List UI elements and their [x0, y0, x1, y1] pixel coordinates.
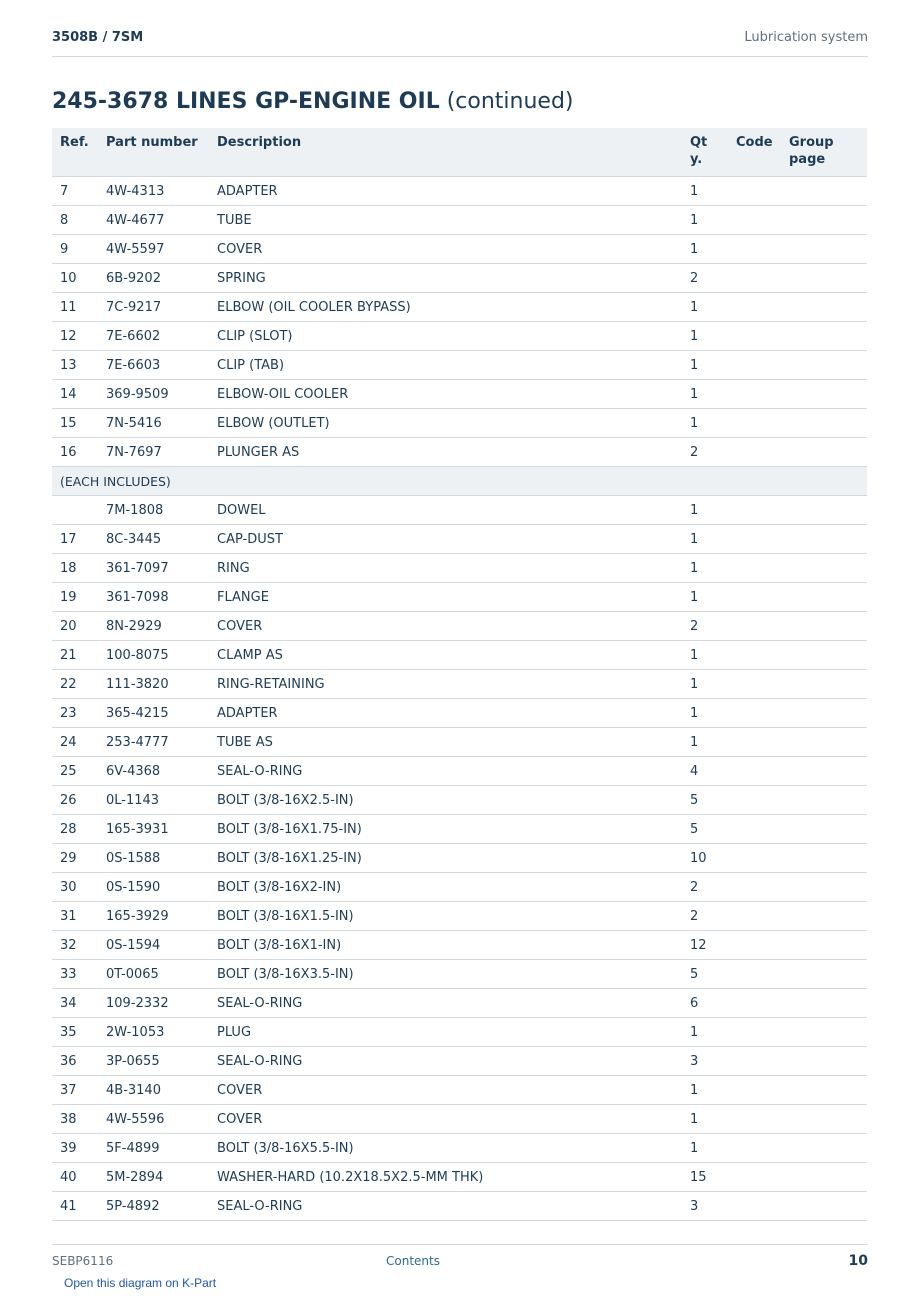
group-page-cell — [781, 525, 867, 554]
part-number-cell: 7M-1808 — [98, 496, 209, 525]
ref-cell: 34 — [52, 989, 98, 1018]
table-row — [52, 322, 867, 351]
description-cell: RING-RETAINING — [209, 670, 682, 699]
ref-cell: 11 — [52, 293, 98, 322]
table-row — [52, 815, 867, 844]
description-cell: SEAL-O-RING — [209, 757, 682, 786]
description-cell: FLANGE — [209, 583, 682, 612]
ref-cell: 25 — [52, 757, 98, 786]
part-number-cell: 2W-1053 — [98, 1018, 209, 1047]
code-cell — [728, 235, 781, 264]
code-cell — [728, 1076, 781, 1105]
page-header — [52, 28, 868, 57]
code-cell — [728, 844, 781, 873]
part-number-cell: 0S-1588 — [98, 844, 209, 873]
group-page-cell — [781, 699, 867, 728]
description-cell: BOLT (3/8-16X2.5-IN) — [209, 786, 682, 815]
ref-cell: 14 — [52, 380, 98, 409]
group-page-cell — [781, 786, 867, 815]
qty-cell: 6 — [682, 989, 728, 1018]
table-header-row — [52, 128, 867, 177]
description-cell: ELBOW-OIL COOLER — [209, 380, 682, 409]
part-number-cell: 0S-1594 — [98, 931, 209, 960]
code-cell — [728, 670, 781, 699]
document-id: SEBP6116 — [52, 1254, 114, 1268]
part-number-cell: 8C-3445 — [98, 525, 209, 554]
table-row — [52, 525, 867, 554]
description-cell: COVER — [209, 1105, 682, 1134]
description-cell: PLUNGER AS — [209, 438, 682, 467]
group-page-cell — [781, 1192, 867, 1221]
description-cell: SEAL-O-RING — [209, 1047, 682, 1076]
code-cell — [728, 612, 781, 641]
description-cell: BOLT (3/8-16X5.5-IN) — [209, 1134, 682, 1163]
ref-cell: 17 — [52, 525, 98, 554]
group-page-cell — [781, 1047, 867, 1076]
ref-cell: 37 — [52, 1076, 98, 1105]
ref-cell: 23 — [52, 699, 98, 728]
group-page-cell — [781, 1076, 867, 1105]
description-cell: TUBE — [209, 206, 682, 235]
group-page-cell — [781, 264, 867, 293]
group-page-cell — [781, 438, 867, 467]
table-row — [52, 1076, 867, 1105]
model-label: 3508B / 7SM — [52, 30, 144, 45]
code-cell — [728, 728, 781, 757]
description-cell: BOLT (3/8-16X2-IN) — [209, 873, 682, 902]
table-row — [52, 699, 867, 728]
qty-cell: 1 — [682, 496, 728, 525]
code-cell — [728, 380, 781, 409]
group-page-cell — [781, 989, 867, 1018]
code-cell — [728, 1134, 781, 1163]
table-row — [52, 206, 867, 235]
qty-cell: 1 — [682, 293, 728, 322]
page-title — [52, 89, 574, 114]
ref-cell: 38 — [52, 1105, 98, 1134]
group-page-cell — [781, 902, 867, 931]
table-row — [52, 844, 867, 873]
ref-cell: 7 — [52, 177, 98, 206]
table-row — [52, 873, 867, 902]
qty-cell: 1 — [682, 583, 728, 612]
group-page-cell — [781, 641, 867, 670]
ref-cell: 40 — [52, 1163, 98, 1192]
col-header-description: Description — [209, 128, 682, 177]
group-page-cell — [781, 235, 867, 264]
code-cell — [728, 873, 781, 902]
part-number-cell: 5F-4899 — [98, 1134, 209, 1163]
description-cell: CLAMP AS — [209, 641, 682, 670]
table-note-row — [52, 467, 867, 496]
table-row — [52, 931, 867, 960]
code-cell — [728, 786, 781, 815]
qty-cell: 1 — [682, 1076, 728, 1105]
group-page-cell — [781, 351, 867, 380]
group-page-cell — [781, 815, 867, 844]
group-page-cell — [781, 728, 867, 757]
group-page-cell — [781, 554, 867, 583]
table-row — [52, 1192, 867, 1221]
table-row — [52, 235, 867, 264]
qty-cell: 2 — [682, 902, 728, 931]
qty-cell: 3 — [682, 1192, 728, 1221]
group-page-cell — [781, 293, 867, 322]
part-number-cell: 6B-9202 — [98, 264, 209, 293]
table-row — [52, 989, 867, 1018]
title-suffix: (continued) — [446, 89, 574, 114]
group-page-cell — [781, 322, 867, 351]
code-cell — [728, 960, 781, 989]
qty-cell: 1 — [682, 409, 728, 438]
table-row — [52, 670, 867, 699]
qty-cell: 1 — [682, 206, 728, 235]
description-cell: CAP-DUST — [209, 525, 682, 554]
code-cell — [728, 351, 781, 380]
ref-cell — [52, 496, 98, 525]
code-cell — [728, 554, 781, 583]
ref-cell: 16 — [52, 438, 98, 467]
code-cell — [728, 293, 781, 322]
description-cell: ADAPTER — [209, 699, 682, 728]
part-number-cell: 4W-4677 — [98, 206, 209, 235]
qty-cell: 5 — [682, 815, 728, 844]
table-row — [52, 902, 867, 931]
table-row — [52, 264, 867, 293]
description-cell: BOLT (3/8-16X1.75-IN) — [209, 815, 682, 844]
table-row — [52, 1018, 867, 1047]
code-cell — [728, 641, 781, 670]
part-number-cell: 361-7098 — [98, 583, 209, 612]
col-header-part-number: Part number — [98, 128, 209, 177]
qty-cell: 5 — [682, 960, 728, 989]
ref-cell: 41 — [52, 1192, 98, 1221]
table-row — [52, 728, 867, 757]
description-cell: WASHER-HARD (10.2X18.5X2.5-MM THK) — [209, 1163, 682, 1192]
code-cell — [728, 583, 781, 612]
ref-cell: 22 — [52, 670, 98, 699]
code-cell — [728, 206, 781, 235]
table-body — [52, 177, 867, 1221]
description-cell: PLUG — [209, 1018, 682, 1047]
code-cell — [728, 757, 781, 786]
group-page-cell — [781, 177, 867, 206]
part-number-cell: 7N-5416 — [98, 409, 209, 438]
description-cell: BOLT (3/8-16X1-IN) — [209, 931, 682, 960]
group-page-cell — [781, 670, 867, 699]
table-row — [52, 641, 867, 670]
group-page-cell — [781, 496, 867, 525]
part-number-cell: 0S-1590 — [98, 873, 209, 902]
ref-cell: 20 — [52, 612, 98, 641]
qty-cell: 12 — [682, 931, 728, 960]
description-cell: ELBOW (OUTLET) — [209, 409, 682, 438]
group-page-cell — [781, 1105, 867, 1134]
group-page-cell — [781, 612, 867, 641]
description-cell: CLIP (TAB) — [209, 351, 682, 380]
group-page-cell — [781, 931, 867, 960]
group-page-cell — [781, 409, 867, 438]
description-cell: TUBE AS — [209, 728, 682, 757]
qty-cell: 1 — [682, 322, 728, 351]
part-number-cell: 7N-7697 — [98, 438, 209, 467]
code-cell — [728, 525, 781, 554]
part-number-cell: 3P-0655 — [98, 1047, 209, 1076]
qty-cell: 1 — [682, 699, 728, 728]
qty-cell: 2 — [682, 612, 728, 641]
part-number-cell: 7E-6602 — [98, 322, 209, 351]
table-row — [52, 960, 867, 989]
part-number-cell: 100-8075 — [98, 641, 209, 670]
part-number-cell: 369-9509 — [98, 380, 209, 409]
table-row — [52, 438, 867, 467]
qty-cell: 1 — [682, 641, 728, 670]
description-cell: DOWEL — [209, 496, 682, 525]
ref-cell: 15 — [52, 409, 98, 438]
contents-link[interactable]: Contents — [386, 1254, 440, 1268]
group-page-cell — [781, 206, 867, 235]
description-cell: SEAL-O-RING — [209, 989, 682, 1018]
part-number-cell: 165-3931 — [98, 815, 209, 844]
qty-cell: 1 — [682, 670, 728, 699]
ref-cell: 13 — [52, 351, 98, 380]
part-number-cell: 0T-0065 — [98, 960, 209, 989]
ref-cell: 10 — [52, 264, 98, 293]
ref-cell: 12 — [52, 322, 98, 351]
ref-cell: 39 — [52, 1134, 98, 1163]
group-page-cell — [781, 757, 867, 786]
col-header-code: Code — [728, 128, 781, 177]
part-number-cell: 361-7097 — [98, 554, 209, 583]
part-number-cell: 4W-5596 — [98, 1105, 209, 1134]
part-number-cell: 5P-4892 — [98, 1192, 209, 1221]
table-row — [52, 496, 867, 525]
group-page-cell — [781, 960, 867, 989]
part-number-cell: 253-4777 — [98, 728, 209, 757]
group-page-cell — [781, 1163, 867, 1192]
table-row — [52, 1105, 867, 1134]
table-row — [52, 1134, 867, 1163]
qty-cell: 1 — [682, 235, 728, 264]
description-cell: SEAL-O-RING — [209, 1192, 682, 1221]
qty-cell: 3 — [682, 1047, 728, 1076]
part-number-cell: 4W-4313 — [98, 177, 209, 206]
ref-cell: 26 — [52, 786, 98, 815]
ref-cell: 31 — [52, 902, 98, 931]
qty-cell: 1 — [682, 1134, 728, 1163]
code-cell — [728, 438, 781, 467]
open-diagram-link[interactable]: Open this diagram on K-Part — [64, 1276, 217, 1290]
group-page-cell — [781, 844, 867, 873]
qty-cell: 1 — [682, 728, 728, 757]
code-cell — [728, 1163, 781, 1192]
part-number-cell: 8N-2929 — [98, 612, 209, 641]
table-row — [52, 554, 867, 583]
ref-cell: 18 — [52, 554, 98, 583]
description-cell: CLIP (SLOT) — [209, 322, 682, 351]
code-cell — [728, 264, 781, 293]
group-page-cell — [781, 380, 867, 409]
part-number-cell: 109-2332 — [98, 989, 209, 1018]
group-page-cell — [781, 1134, 867, 1163]
code-cell — [728, 177, 781, 206]
description-cell: BOLT (3/8-16X3.5-IN) — [209, 960, 682, 989]
qty-cell: 10 — [682, 844, 728, 873]
title-main: 245-3678 LINES GP-ENGINE OIL — [52, 89, 440, 114]
group-page-cell — [781, 1018, 867, 1047]
description-cell: COVER — [209, 612, 682, 641]
table-row — [52, 351, 867, 380]
code-cell — [728, 496, 781, 525]
description-cell: BOLT (3/8-16X1.5-IN) — [209, 902, 682, 931]
code-cell — [728, 409, 781, 438]
table-row — [52, 409, 867, 438]
table-row — [52, 380, 867, 409]
qty-cell: 1 — [682, 1105, 728, 1134]
description-cell: RING — [209, 554, 682, 583]
qty-cell: 1 — [682, 525, 728, 554]
qty-cell: 2 — [682, 873, 728, 902]
table-row — [52, 612, 867, 641]
col-header-group-page: Group page — [781, 128, 867, 177]
qty-cell: 5 — [682, 786, 728, 815]
ref-cell: 9 — [52, 235, 98, 264]
part-number-cell: 6V-4368 — [98, 757, 209, 786]
part-number-cell: 4W-5597 — [98, 235, 209, 264]
code-cell — [728, 1047, 781, 1076]
table-row — [52, 583, 867, 612]
code-cell — [728, 1018, 781, 1047]
part-number-cell: 4B-3140 — [98, 1076, 209, 1105]
qty-cell: 1 — [682, 554, 728, 583]
ref-cell: 32 — [52, 931, 98, 960]
table-row — [52, 786, 867, 815]
col-header-qty — [682, 128, 728, 177]
qty-cell: 1 — [682, 351, 728, 380]
group-page-cell — [781, 873, 867, 902]
qty-cell: 2 — [682, 264, 728, 293]
description-cell: ELBOW (OIL COOLER BYPASS) — [209, 293, 682, 322]
qty-cell: 1 — [682, 380, 728, 409]
col-header-qty-label: Qty. — [690, 135, 708, 167]
code-cell — [728, 902, 781, 931]
ref-cell: 8 — [52, 206, 98, 235]
ref-cell: 29 — [52, 844, 98, 873]
description-cell: ADAPTER — [209, 177, 682, 206]
part-number-cell: 111-3820 — [98, 670, 209, 699]
qty-cell: 2 — [682, 438, 728, 467]
section-label: Lubrication system — [744, 30, 868, 45]
qty-cell: 15 — [682, 1163, 728, 1192]
parts-table — [52, 128, 867, 1221]
ref-cell: 21 — [52, 641, 98, 670]
page-number: 10 — [848, 1253, 868, 1269]
ref-cell: 35 — [52, 1018, 98, 1047]
part-number-cell: 7C-9217 — [98, 293, 209, 322]
code-cell — [728, 815, 781, 844]
group-page-cell — [781, 583, 867, 612]
part-number-cell: 5M-2894 — [98, 1163, 209, 1192]
part-number-cell: 7E-6603 — [98, 351, 209, 380]
code-cell — [728, 931, 781, 960]
ref-cell: 19 — [52, 583, 98, 612]
code-cell — [728, 1105, 781, 1134]
note-cell: (EACH INCLUDES) — [52, 467, 867, 496]
part-number-cell: 0L-1143 — [98, 786, 209, 815]
ref-cell: 36 — [52, 1047, 98, 1076]
description-cell: SPRING — [209, 264, 682, 293]
qty-cell: 4 — [682, 757, 728, 786]
ref-cell: 33 — [52, 960, 98, 989]
table-row — [52, 1163, 867, 1192]
description-cell: COVER — [209, 235, 682, 264]
ref-cell: 30 — [52, 873, 98, 902]
part-number-cell: 365-4215 — [98, 699, 209, 728]
description-cell: COVER — [209, 1076, 682, 1105]
code-cell — [728, 322, 781, 351]
col-header-ref: Ref. — [52, 128, 98, 177]
ref-cell: 24 — [52, 728, 98, 757]
table-row — [52, 293, 867, 322]
code-cell — [728, 989, 781, 1018]
qty-cell: 1 — [682, 1018, 728, 1047]
ref-cell: 28 — [52, 815, 98, 844]
table-row — [52, 757, 867, 786]
table-row — [52, 177, 867, 206]
qty-cell: 1 — [682, 177, 728, 206]
part-number-cell: 165-3929 — [98, 902, 209, 931]
code-cell — [728, 1192, 781, 1221]
page-footer — [52, 1244, 868, 1275]
description-cell: BOLT (3/8-16X1.25-IN) — [209, 844, 682, 873]
code-cell — [728, 699, 781, 728]
table-row — [52, 1047, 867, 1076]
